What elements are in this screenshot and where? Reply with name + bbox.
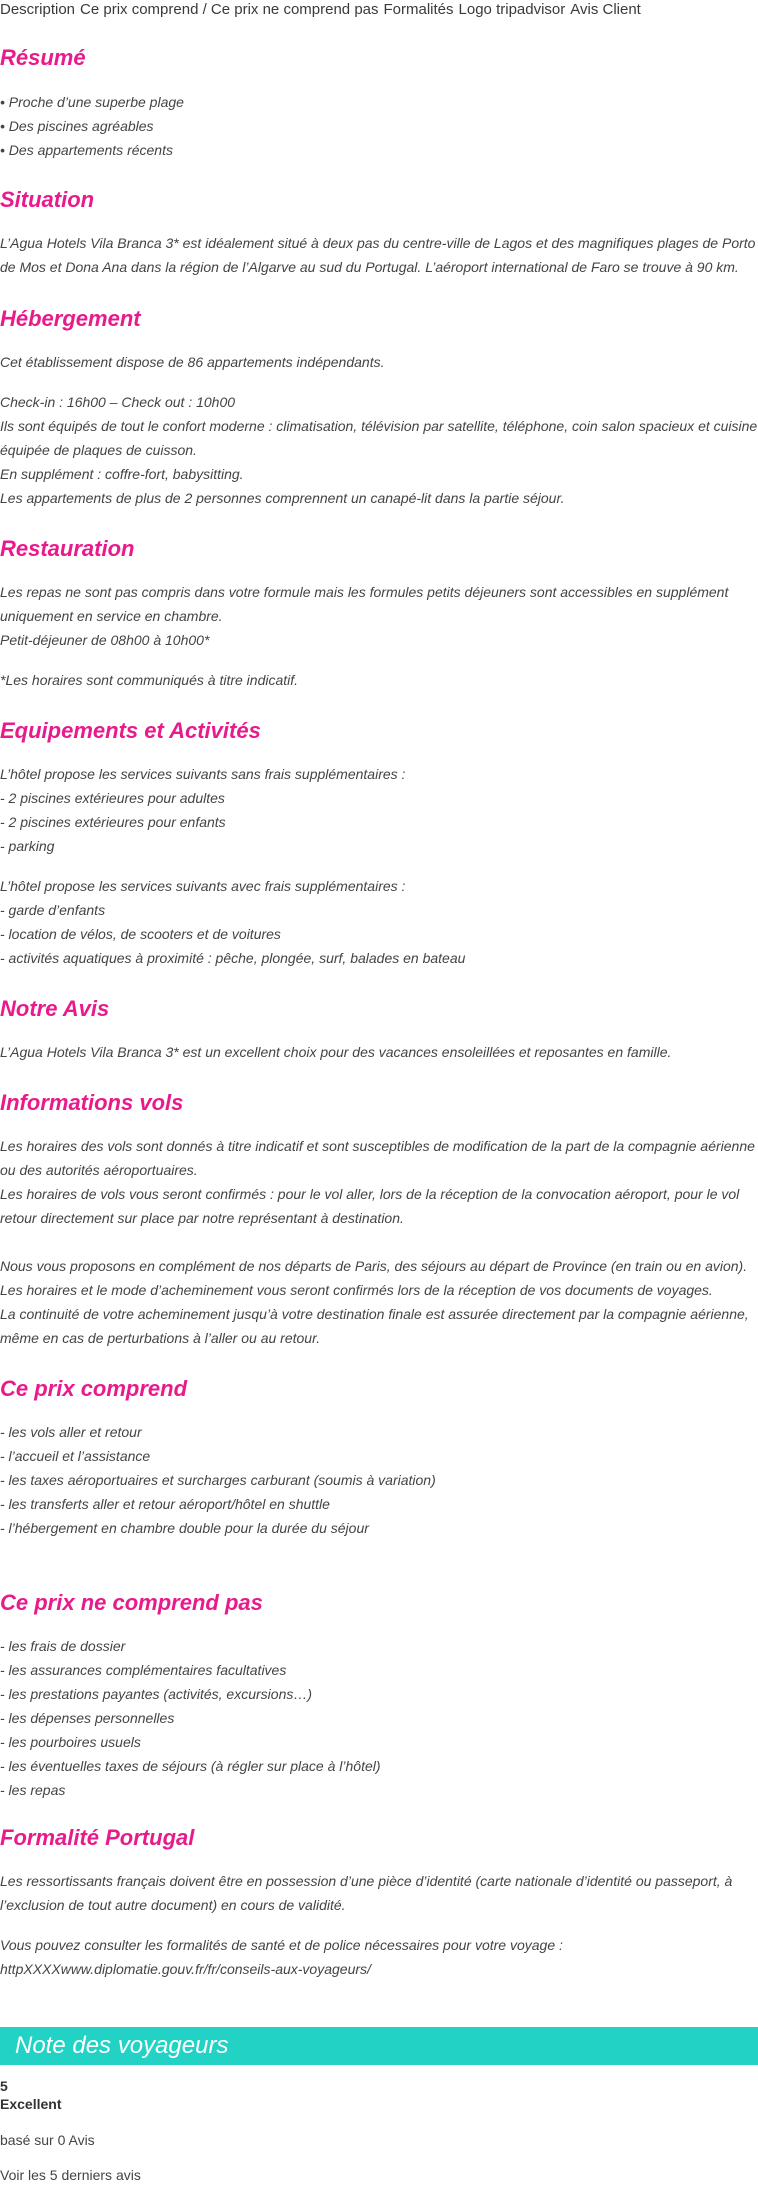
hebergement-line: Ils sont équipés de tout le confort moderne : climatisation, télévision par satellite, téléphone, coin salon spacieux et cuisine équipée de plaques de cuisson. bbox=[0, 418, 758, 458]
rating-score: 5 bbox=[0, 2078, 8, 2094]
hebergement-line: En supplément : coffre-fort, babysitting. bbox=[0, 466, 244, 482]
equipements-line: - location de vélos, de scooters et de voitures bbox=[0, 926, 281, 942]
vols-text-1 bbox=[0, 1134, 758, 1230]
section-title-situation: Situation bbox=[0, 187, 95, 212]
formalite-paragraph: Les ressortissants français doivent être en possession d’une pièce d’identité (carte nationale d’identité ou passeport, à l’exclusion de tout autre document) en cours de validité. bbox=[0, 1873, 733, 1913]
ne-comprend-pas-item: - les repas bbox=[0, 1782, 66, 1798]
rating-label: Excellent bbox=[0, 2096, 62, 2112]
comprend-item: - l’hébergement en chambre double pour la durée du séjour bbox=[0, 1520, 369, 1536]
hebergement-paragraph: Cet établissement dispose de 86 appartements indépendants. bbox=[0, 354, 385, 370]
restauration-text bbox=[0, 580, 758, 652]
vols-paragraph: La continuité de votre acheminement jusqu’à votre destination finale est assurée directement par la compagnie aérienne, même en cas de perturbations à l’aller ou au retour. bbox=[0, 1306, 749, 1346]
section-title-resume: Résumé bbox=[0, 45, 86, 70]
nav-link-tripadvisor[interactable]: Logo tripadvisor bbox=[458, 1, 566, 18]
section-title-avis: Notre Avis bbox=[0, 996, 110, 1021]
equipements-line: - activités aquatiques à proximité : pêche, plongée, surf, balades en bateau bbox=[0, 950, 466, 966]
resume-item: • Proche d’une superbe plage bbox=[0, 94, 184, 110]
situation-text bbox=[0, 231, 758, 279]
formalite-text-2 bbox=[0, 1933, 758, 1981]
comprend-item: - les vols aller et retour bbox=[0, 1424, 142, 1440]
avis-text bbox=[0, 1040, 758, 1064]
top-navigation bbox=[0, 0, 646, 20]
formalite-paragraph: Vous pouvez consulter les formalités de santé et de police nécessaires pour votre voyage : bbox=[0, 1937, 563, 1953]
section-title-hebergement: Hébergement bbox=[0, 306, 141, 331]
comprend-item: - les transferts aller et retour aéroport/hôtel en shuttle bbox=[0, 1496, 330, 1512]
situation-paragraph: L’Agua Hotels Vila Branca 3* est idéalement situé à deux pas du centre-ville de Lagos et des magnifiques plages de Porto de Mos et Dona Ana dans la région de l’Algarve au sud du Portugal. L’aéroport international de Faro se trouve à 90 km. bbox=[0, 235, 756, 275]
comprend-list bbox=[0, 1420, 758, 1540]
section-title-formalite: Formalité Portugal bbox=[0, 1825, 195, 1850]
formalite-link[interactable]: httpXXXXwww.diplomatie.gouv.fr/fr/conseils-aux-voyageurs/ bbox=[0, 1961, 371, 1977]
equipements-line: L’hôtel propose les services suivants avec frais supplémentaires : bbox=[0, 878, 406, 894]
resume-item: • Des appartements récents bbox=[0, 142, 173, 158]
equipements-line: - 2 piscines extérieures pour adultes bbox=[0, 790, 225, 806]
section-title-restauration: Restauration bbox=[0, 536, 135, 561]
reviews-banner-title: Note des voyageurs bbox=[15, 2032, 229, 2059]
restauration-note-text: *Les horaires sont communiqués à titre indicatif. bbox=[0, 672, 299, 688]
avis-paragraph: L’Agua Hotels Vila Branca 3* est un excellent choix pour des vacances ensoleillées et reposantes en famille. bbox=[0, 1044, 672, 1060]
vols-paragraph: Nous vous proposons en complément de nos départs de Paris, des séjours au départ de Province (en train ou en avion). bbox=[0, 1258, 748, 1274]
section-title-ne-comprend-pas: Ce prix ne comprend pas bbox=[0, 1590, 263, 1615]
hebergement-line: Les appartements de plus de 2 personnes comprennent un canapé-lit dans la partie séjour. bbox=[0, 490, 565, 506]
formalite-text-1 bbox=[0, 1869, 758, 1917]
ne-comprend-pas-item: - les éventuelles taxes de séjours (à régler sur place à l’hôtel) bbox=[0, 1758, 381, 1774]
restauration-note bbox=[0, 668, 758, 692]
comprend-item: - les taxes aéroportuaires et surcharges carburant (soumis à variation) bbox=[0, 1472, 436, 1488]
vols-paragraph: Les horaires des vols sont donnés à titre indicatif et sont susceptibles de modification de la part de la compagnie aérienne ou des autorités aéroportuaires. bbox=[0, 1138, 755, 1178]
ne-comprend-pas-item: - les assurances complémentaires facultatives bbox=[0, 1662, 287, 1678]
reviews-banner bbox=[0, 2027, 758, 2065]
restauration-line: Les repas ne sont pas compris dans votre formule mais les formules petits déjeuners sont accessibles en supplément uniquement en service en chambre. bbox=[0, 584, 729, 624]
nav-link-reviews[interactable]: Avis Client bbox=[570, 1, 641, 18]
equipements-line: - garde d’enfants bbox=[0, 902, 106, 918]
hebergement-line: Check-in : 16h00 – Check out : 10h00 bbox=[0, 394, 236, 410]
ne-comprend-pas-item: - les pourboires usuels bbox=[0, 1734, 141, 1750]
resume-list bbox=[0, 90, 758, 162]
equipements-free-list bbox=[0, 762, 758, 858]
equipements-line: - 2 piscines extérieures pour enfants bbox=[0, 814, 226, 830]
ne-comprend-pas-item: - les dépenses personnelles bbox=[0, 1710, 175, 1726]
restauration-line: Petit-déjeuner de 08h00 à 10h00* bbox=[0, 632, 210, 648]
ne-comprend-pas-item: - les prestations payantes (activités, excursions…) bbox=[0, 1686, 313, 1702]
section-title-vols: Informations vols bbox=[0, 1090, 184, 1115]
hebergement-intro bbox=[0, 350, 758, 374]
equipements-line: - parking bbox=[0, 838, 55, 854]
ne-comprend-pas-list bbox=[0, 1634, 758, 1802]
comprend-item: - l’accueil et l’assistance bbox=[0, 1448, 151, 1464]
equipements-paid-list bbox=[0, 874, 758, 970]
nav-link-price[interactable]: Ce prix comprend / Ce prix ne comprend pas bbox=[80, 1, 379, 18]
last-reviews-link[interactable]: Voir les 5 derniers avis bbox=[0, 2167, 141, 2183]
rating-basis: basé sur 0 Avis bbox=[0, 2132, 95, 2148]
equipements-line: L’hôtel propose les services suivants sans frais supplémentaires : bbox=[0, 766, 406, 782]
ne-comprend-pas-item: - les frais de dossier bbox=[0, 1638, 126, 1654]
vols-paragraph: Les horaires de vols vous seront confirmés : pour le vol aller, lors de la réception de la convocation aéroport, pour le vol retour directement sur place par notre représentant à destination. bbox=[0, 1186, 740, 1226]
section-title-comprend: Ce prix comprend bbox=[0, 1376, 188, 1401]
resume-item: • Des piscines agréables bbox=[0, 118, 154, 134]
vols-text-2 bbox=[0, 1254, 758, 1350]
nav-link-formalities[interactable]: Formalités bbox=[383, 1, 454, 18]
hebergement-details bbox=[0, 390, 758, 510]
vols-paragraph: Les horaires et le mode d’acheminement vous seront confirmés lors de la réception de vos documents de voyages. bbox=[0, 1282, 713, 1298]
nav-link-description[interactable]: Description bbox=[0, 1, 76, 18]
section-title-equipements: Equipements et Activités bbox=[0, 718, 261, 743]
